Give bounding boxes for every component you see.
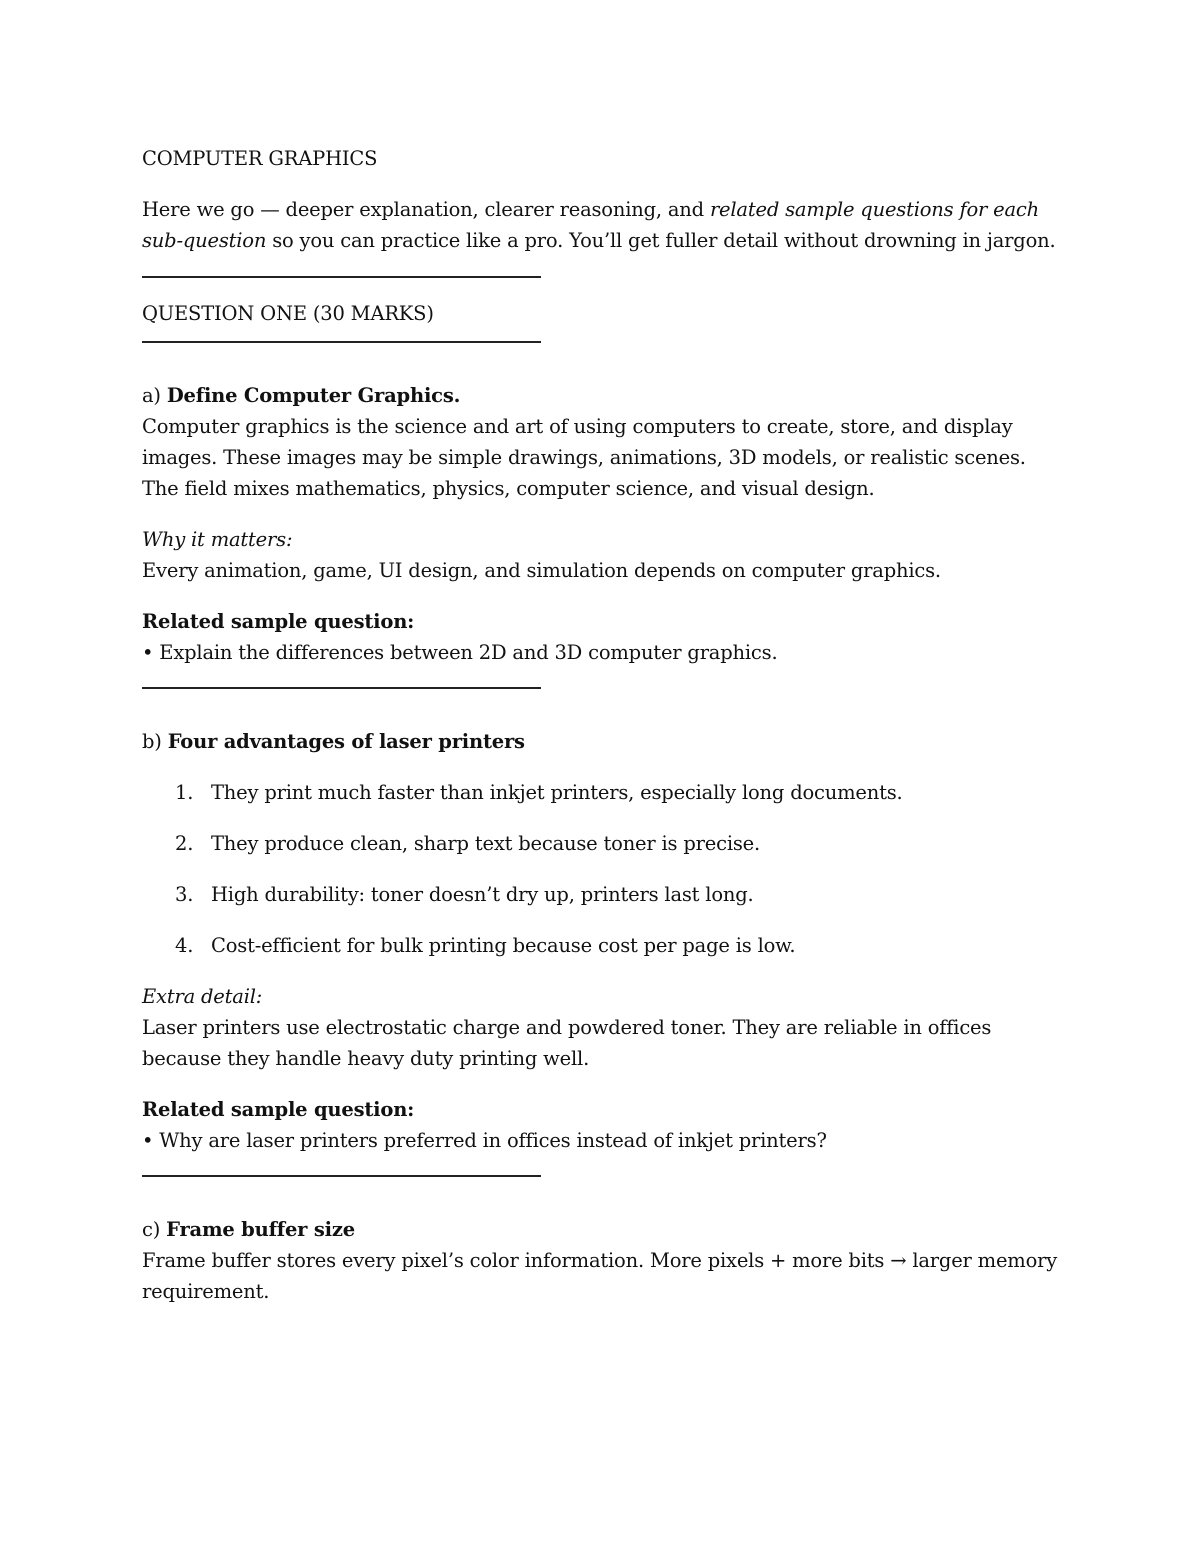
section-a-body: Computer graphics is the science and art of using computers to create, store, and display images. These images may be simple drawings, animations, 3D models, or realistic scenes. The field mixes mathematics, physics, computer science, and visual design. <box>142 415 1026 500</box>
list-item <box>142 828 1062 859</box>
related-question: • Explain the differences between 2D and 3D computer graphics. <box>142 641 778 664</box>
section-c-heading <box>142 1214 1062 1245</box>
list-item-number: 1. <box>175 781 194 804</box>
section-c-body: Frame buffer stores every pixel’s color information. More pixels + more bits → larger memory requirement. <box>142 1249 1058 1303</box>
list-item-number: 4. <box>175 934 194 957</box>
extra-text: Laser printers use electrostatic charge and powdered toner. They are reliable in offices because they handle heavy duty printing well. <box>142 1016 992 1070</box>
divider <box>142 276 541 278</box>
section-c-prefix: c) <box>142 1218 167 1241</box>
document-page <box>142 143 1062 1307</box>
section-b-related <box>142 1094 1062 1156</box>
section-a-related <box>142 606 1062 668</box>
document-title: COMPUTER GRAPHICS <box>142 147 378 170</box>
list-item-text: They print much faster than inkjet printers, especially long documents. <box>211 781 903 804</box>
intro-text-italic: related sample questions for each sub-question <box>142 198 1039 252</box>
section-a-prefix: a) <box>142 384 167 407</box>
section-a-title: Define Computer Graphics. <box>166 384 461 407</box>
section-a <box>142 380 1062 504</box>
divider <box>142 687 541 689</box>
list-item-text: High durability: toner doesn’t dry up, printers last long. <box>211 883 754 906</box>
section-c-title: Frame buffer size <box>166 1218 355 1241</box>
why-it-matters <box>142 524 1062 586</box>
advantages-list <box>142 777 1062 961</box>
list-item-text: Cost-efficient for bulk printing because cost per page is low. <box>211 934 796 957</box>
section-a-heading <box>142 380 1062 411</box>
section-b-heading <box>142 726 1062 757</box>
section-b-title: Four advantages of laser printers <box>167 730 525 753</box>
list-item <box>142 777 1062 808</box>
section-b-prefix: b) <box>142 730 168 753</box>
related-label: Related sample question: <box>142 1098 415 1121</box>
intro-text-end: so you can practice like a pro. You’ll get fuller detail without drowning in jargon. <box>266 229 1056 252</box>
list-item-number: 2. <box>175 832 194 855</box>
extra-label: Extra detail: <box>142 985 263 1008</box>
related-question: • Why are laser printers preferred in offices instead of inkjet printers? <box>142 1129 827 1152</box>
list-item-text: They produce clean, sharp text because toner is precise. <box>211 832 761 855</box>
intro-paragraph <box>142 194 1062 256</box>
extra-detail <box>142 981 1062 1074</box>
question-heading: QUESTION ONE (30 MARKS) <box>142 302 434 325</box>
section-c <box>142 1214 1062 1307</box>
divider <box>142 341 541 343</box>
divider <box>142 1175 541 1177</box>
list-item <box>142 879 1062 910</box>
related-label: Related sample question: <box>142 610 415 633</box>
why-text: Every animation, game, UI design, and simulation depends on computer graphics. <box>142 559 941 582</box>
list-item <box>142 930 1062 961</box>
intro-text-start: Here we go — deeper explanation, clearer reasoning, and <box>142 198 710 221</box>
why-label: Why it matters: <box>142 528 293 551</box>
list-item-number: 3. <box>175 883 194 906</box>
